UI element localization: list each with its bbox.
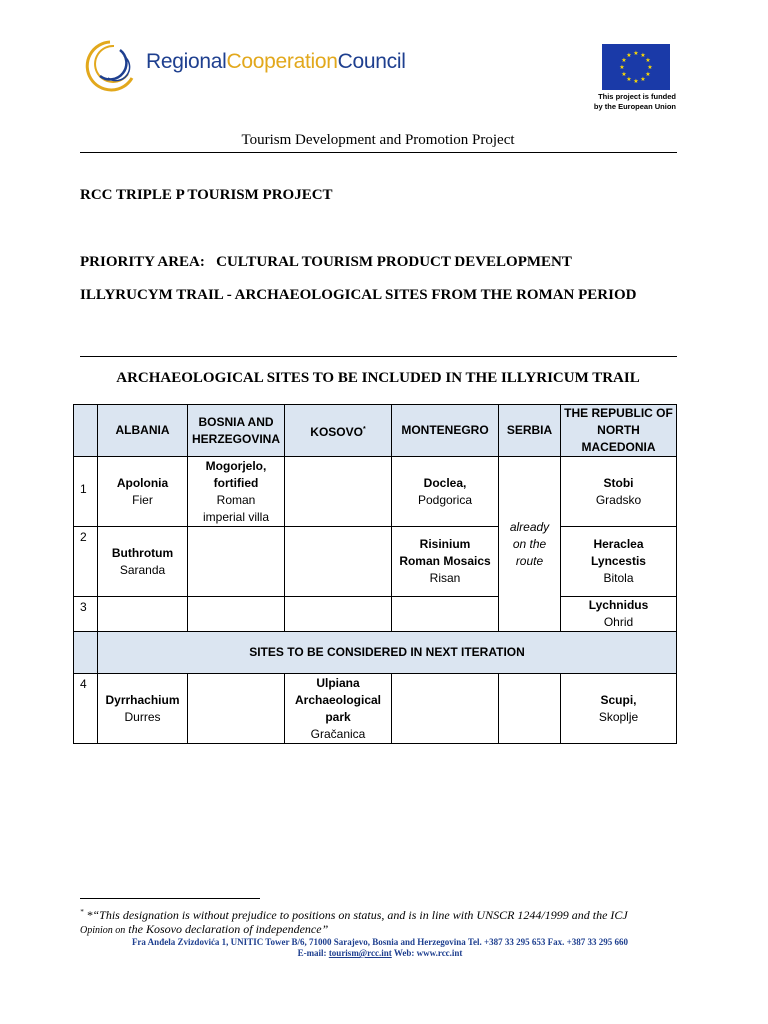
row-number: 2 [74, 527, 98, 597]
site-cell: Mogorjelo, fortified Roman imperial villa [188, 457, 285, 527]
footnote: * *“This designation is without prejudice to positions on status, and is in line with UNSCR 1244/1999 and the ICJ Opinion on the Kosovo declaration of independence” [80, 908, 628, 936]
site-cell: Ulpiana Archaeological park Gračanica [285, 674, 392, 744]
row-number: 1 [74, 457, 98, 527]
contact-line: E-mail: tourism@rcc.int Web: www.rcc.int [297, 948, 463, 958]
table-row [74, 457, 677, 527]
section-label: SITES TO BE CONSIDERED IN NEXT ITERATION [98, 632, 677, 674]
svg-text:★: ★ [621, 57, 627, 64]
header-number-cell [74, 405, 98, 457]
svg-text:★: ★ [640, 52, 646, 59]
site-cell: Scupi, Skoplje [561, 674, 677, 744]
site-cell: Doclea, Podgorica [392, 457, 499, 527]
section-row [74, 632, 677, 674]
svg-text:★: ★ [633, 50, 639, 57]
header-north-macedonia: THE REPUBLIC OF NORTH MACEDONIA [561, 405, 677, 457]
rcc-logo [80, 36, 406, 92]
svg-text:★: ★ [619, 64, 625, 71]
empty-cell [285, 527, 392, 597]
trail-heading: ILLYRUCYM TRAIL - ARCHAEOLOGICAL SITES FROM THE ROMAN PERIOD [80, 287, 637, 303]
site-cell: Lychnidus Ohrid [561, 597, 677, 632]
sites-table [73, 404, 677, 744]
header-serbia: SERBIA [499, 405, 561, 457]
empty-cell [98, 597, 188, 632]
site-cell: Dyrrhachium Durres [98, 674, 188, 744]
header-bosnia: BOSNIA AND HERZEGOVINA [188, 405, 285, 457]
address-line: Fra Anđela Zvizdovića 1, UNITIC Tower B/6, 71000 Sarajevo, Bosnia and Herzegovina Tel. +387 33 295 653 Fax. +387 33 295 660 [131, 937, 629, 947]
site-cell: Heraclea Lyncestis Bitola [561, 527, 677, 597]
table-title: ARCHAEOLOGICAL SITES TO BE INCLUDED IN THE ILLYRICUM TRAIL [116, 370, 640, 386]
empty-cell [499, 674, 561, 744]
empty-cell [285, 457, 392, 527]
svg-text:★: ★ [645, 71, 651, 78]
footnote-divider [80, 898, 260, 899]
svg-text:★: ★ [626, 76, 632, 83]
web-link[interactable]: Web: www.rcc.int [391, 948, 463, 958]
svg-text:★: ★ [621, 71, 627, 78]
site-cell: Apolonia Fier [98, 457, 188, 527]
row-number: 4 [74, 674, 98, 744]
site-cell: Risinium Roman Mosaics Risan [392, 527, 499, 597]
table-row [74, 597, 677, 632]
empty-cell [392, 674, 499, 744]
priority-heading: PRIORITY AREA: CULTURAL TOURISM PRODUCT DEVELOPMENT [80, 254, 572, 270]
empty-cell [188, 674, 285, 744]
eu-caption-line: by the European Union [593, 102, 676, 111]
empty-cell [285, 597, 392, 632]
svg-text:★: ★ [645, 57, 651, 64]
rcc-logo-icon [80, 36, 142, 92]
eu-funding-caption [580, 92, 676, 112]
svg-text:★: ★ [647, 64, 653, 71]
footer-address [80, 937, 680, 959]
project-title: Tourism Development and Promotion Project [241, 132, 515, 148]
svg-text:★: ★ [633, 78, 639, 85]
table-row [74, 674, 677, 744]
row-number: 3 [74, 597, 98, 632]
table-row [74, 527, 677, 597]
header-montenegro: MONTENEGRO [392, 405, 499, 457]
header-albania: ALBANIA [98, 405, 188, 457]
svg-text:★: ★ [640, 76, 646, 83]
eu-flag-icon [602, 44, 670, 90]
empty-cell [392, 597, 499, 632]
project-heading: RCC TRIPLE P TOURISM PROJECT [80, 187, 333, 203]
svg-text:★: ★ [626, 52, 632, 59]
section-divider [80, 356, 677, 357]
empty-cell [74, 632, 98, 674]
eu-caption-line: This project is funded [598, 92, 676, 101]
empty-cell [188, 597, 285, 632]
site-cell: Buthrotum Saranda [98, 527, 188, 597]
email-link[interactable]: tourism@rcc.int [328, 948, 392, 958]
header-kosovo: KOSOVO* [285, 405, 392, 457]
empty-cell [188, 527, 285, 597]
table-header-row [74, 405, 677, 457]
rcc-logo-text: RegionalCooperationCouncil [146, 50, 406, 73]
site-cell: Stobi Gradsko [561, 457, 677, 527]
serbia-route-note: already on the route [499, 457, 561, 632]
header-divider [80, 152, 677, 153]
